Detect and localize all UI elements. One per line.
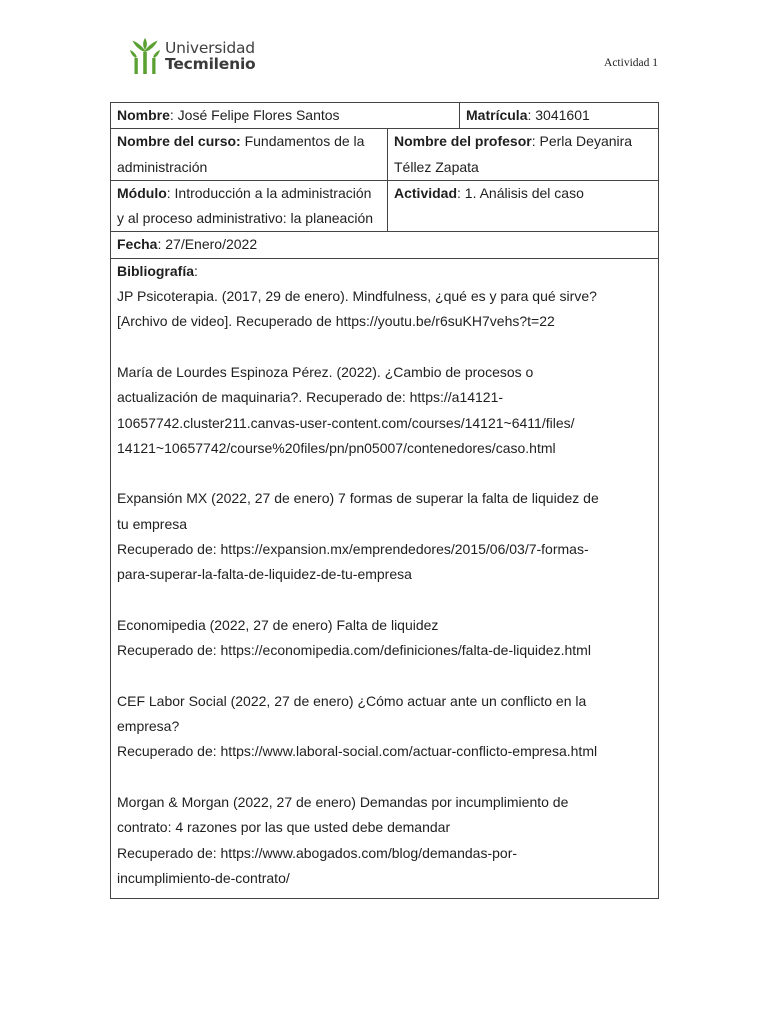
bibliography-line: Recuperado de: https://www.abogados.com/blog/demandas-por- [117, 844, 518, 861]
bibliography-line: JP Psicoterapia. (2017, 29 de enero). Mindfulness, ¿qué es y para qué sirve? [117, 288, 597, 305]
bibliography-line: 10657742.cluster211.canvas-user-content.com/courses/14121~6411/files/ [117, 414, 575, 431]
logo-text-universidad: Universidad [165, 39, 255, 57]
bibliography-line: para-superar-la-falta-de-liquidez-de-tu-empresa [117, 566, 412, 583]
cell-fecha [111, 232, 659, 258]
modulo-label: Módulo [117, 184, 167, 201]
bibliography-line: Recuperado de: https://economipedia.com/definiciones/falta-de-liquidez.html [117, 642, 591, 659]
bibliografia-heading [117, 259, 652, 284]
bibliography-line: Expansión MX (2022, 27 de enero) 7 formas de superar la falta de liquidez de [117, 490, 599, 507]
bibliography-entry [117, 486, 652, 587]
actividad-label: Actividad [394, 184, 458, 201]
bibliography-entry [117, 689, 652, 765]
bibliography-entry [117, 360, 652, 461]
cell-curso [111, 129, 388, 181]
curso-value: Fundamentos de la administración [117, 133, 365, 175]
fecha-value: : 27/Enero/2022 [157, 236, 258, 253]
actividad-value: : 1. Análisis del caso [457, 184, 584, 201]
cell-profesor [388, 129, 659, 181]
bibliography-line: 14121~10657742/course%20files/pn/pn05007/contenedores/caso.html [117, 439, 556, 456]
bibliography-line: Recuperado de: https://www.laboral-social.com/actuar-conflicto-empresa.html [117, 743, 598, 760]
bibliography-line: [Archivo de video]. Recuperado de https://youtu.be/r6suKH7vehs?t=22 [117, 313, 555, 330]
row-modulo [111, 180, 659, 232]
bibliography-line: tu empresa [117, 515, 188, 532]
row-curso [111, 129, 659, 181]
profesor-value: : Perla Deyanira Téllez Zapata [394, 133, 633, 175]
cell-matricula [460, 103, 659, 129]
bibliography-entry [117, 613, 652, 664]
bibliografia-colon: : [194, 262, 198, 279]
cell-modulo [111, 180, 388, 232]
bibliography-line: empresa? [117, 718, 180, 735]
activity-header-label: Actividad 1 [604, 57, 658, 69]
tecmilenio-leaf-icon [130, 38, 160, 74]
matricula-label: Matrícula [466, 107, 528, 123]
nombre-label: Nombre [117, 107, 170, 123]
bibliography-line: contrato: 4 razones por las que usted debe demandar [117, 819, 451, 836]
student-info-table [110, 102, 659, 899]
bibliography-line: Morgan & Morgan (2022, 27 de enero) Demandas por incumplimiento de [117, 794, 569, 811]
fecha-label: Fecha [117, 236, 158, 253]
modulo-value: : Introducción a la administración y al proceso administrativo: la planeación [117, 184, 374, 227]
university-logo [130, 38, 256, 74]
matricula-value: : 3041601 [527, 107, 590, 123]
row-fecha [111, 232, 659, 258]
bibliografia-label: Bibliografía [117, 262, 195, 279]
bibliography-entry [117, 790, 652, 891]
bibliography-line: actualización de maquinaria?. Recuperado de: https://a14121- [117, 389, 504, 406]
bibliography-line: CEF Labor Social (2022, 27 de enero) ¿Cómo actuar ante un conflicto en la [117, 692, 587, 709]
bibliography-line: Economipedia (2022, 27 de enero) Falta de liquidez [117, 616, 439, 633]
bibliography-list [117, 284, 652, 891]
curso-label: Nombre del curso: [117, 133, 241, 150]
row-nombre [111, 103, 659, 129]
cell-actividad [388, 180, 659, 232]
cell-nombre [111, 103, 460, 129]
logo-text-tecmilenio: Tecmilenio [165, 55, 256, 73]
bibliography-line: Recuperado de: https://expansion.mx/emprendedores/2015/06/03/7-formas- [117, 541, 589, 558]
bibliography-line: incumplimiento-de-contrato/ [117, 869, 290, 886]
row-bibliografia [111, 258, 659, 898]
cell-bibliografia [111, 258, 659, 898]
bibliography-line: María de Lourdes Espinoza Pérez. (2022). ¿Cambio de procesos o [117, 363, 534, 380]
nombre-value: : José Felipe Flores Santos [169, 107, 340, 123]
profesor-label: Nombre del profesor [394, 133, 532, 150]
bibliography-entry [117, 284, 652, 335]
